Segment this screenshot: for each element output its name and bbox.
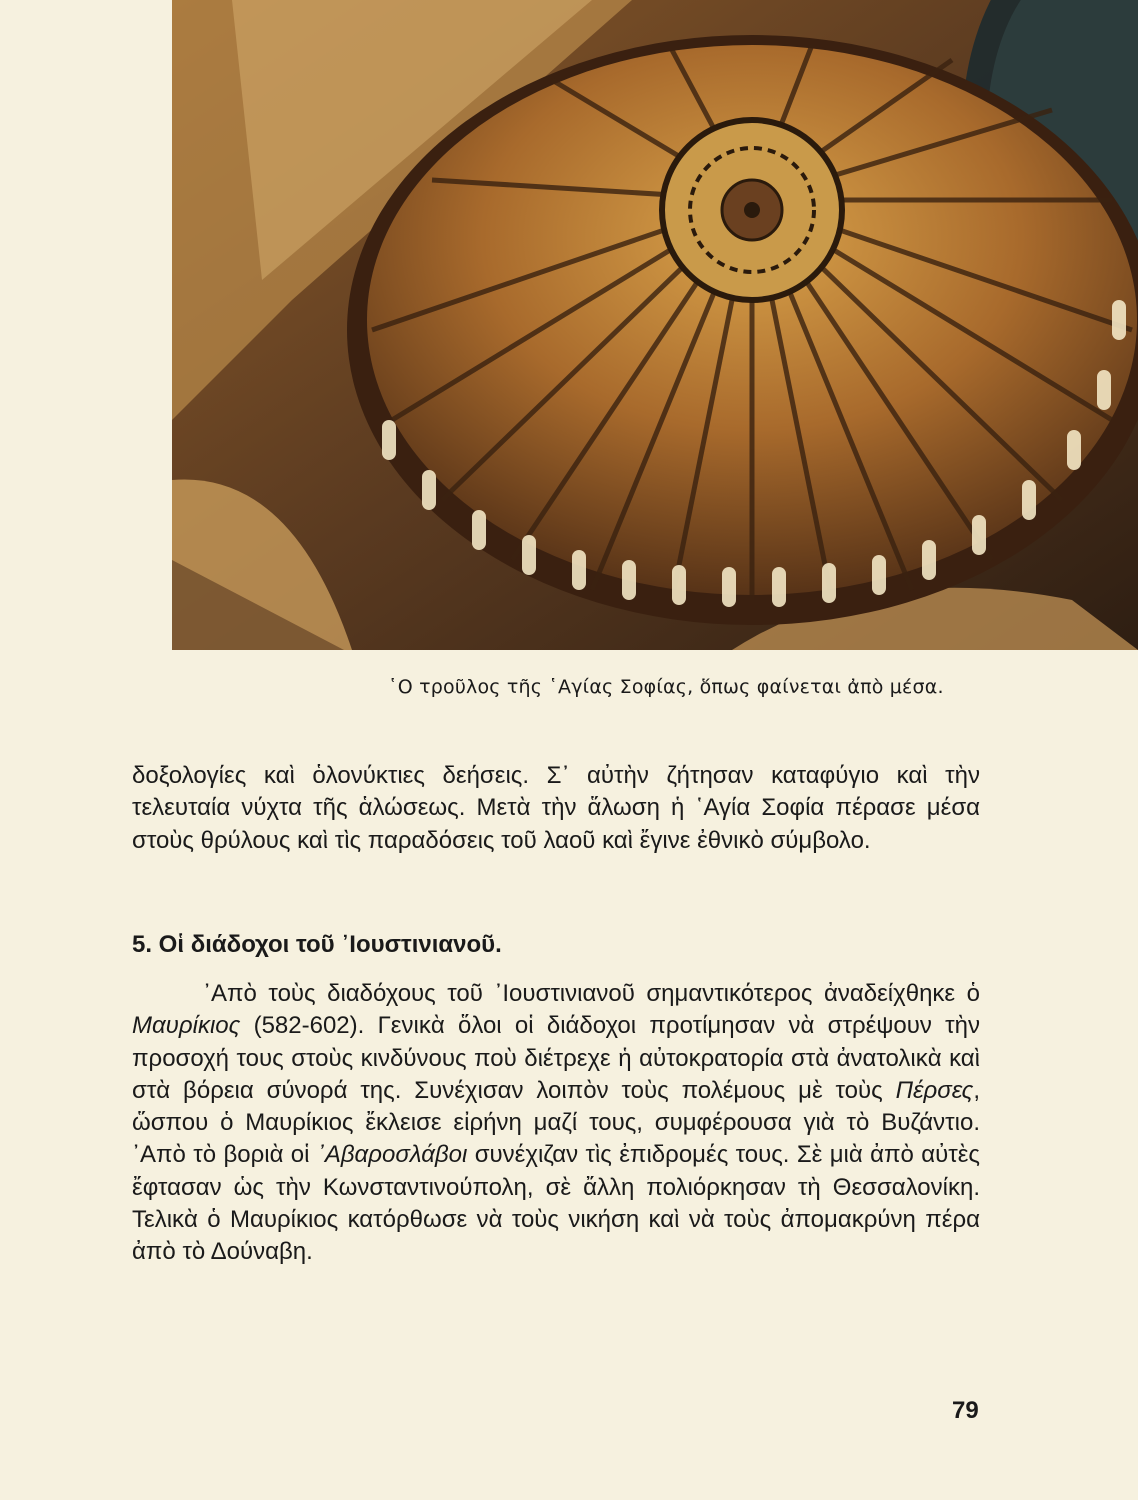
section-paragraph (132, 978, 980, 1269)
name-perses: Πέρσες (895, 1076, 974, 1104)
dome-illustration (172, 0, 1138, 650)
section-heading: 5. Οἱ διάδοχοι τοῦ ᾿Ιουστινιανοῦ. (132, 931, 502, 958)
intro-paragraph: δοξολογίες καὶ ὁλονύκτιες δεήσεις. Σ᾿ αὐτὴν ζήτησαν καταφύγιο καὶ τὴν τελευταία νύχτα τῆς ἁλώσεως. Μετὰ τὴν ἅλωση ἡ ῾Αγία Σοφία πέρασε μέσα στοὺς θρύλους καὶ τὶς παραδόσεις τοῦ λαοῦ καὶ ἔγινε ἐθνικὸ σύμβολο. (132, 762, 980, 854)
name-mavrikios: Μαυρίκιος (132, 1012, 241, 1040)
section-text-4: συνέχιζαν τὶς ἐπιδρομές τους. Σὲ μιὰ ἀπὸ αὐτὲς ἔφτασαν ὡς τὴν Κωνσταντινούπολη, σὲ ἄλλη πολιόρκησαν τὴ Θεσσαλονίκη. Τελικὰ ὁ Μαυρίκιος κατόρθωσε νὰ τοὺς νικήση καὶ νὰ τοὺς ἀπομακρύνη πέρα ἀπὸ τὸ Δούναβη. (132, 1141, 980, 1266)
name-avaroslavoi: ᾿Αβαροσλάβοι (316, 1141, 468, 1169)
section-text-3: , ὥσπου ὁ Μαυρίκιος ἔκλεισε εἰρήνη μαζί τους, συμφέρουσα γιὰ τὸ Βυζάντιο. ᾿Απὸ τὸ βοριὰ οἱ (132, 1076, 980, 1169)
section-text-1: ᾿Απὸ τοὺς διαδόχους τοῦ ᾿Ιουστινιανοῦ σημαντικότερος ἀναδείχθηκε ὁ (203, 980, 980, 1007)
photo-caption: ῾Ο τροῦλος τῆς ῾Αγίας Σοφίας, ὅπως φαίνεται ἀπὸ μέσα. (388, 676, 944, 698)
section-text-2: (582-602). Γενικὰ ὅλοι οἱ διάδοχοι προτίμησαν νὰ στρέψουν τὴν προσοχή τους στοὺς κινδύνους ποὺ διέτρεχε ἡ αὐτοκρατορία στὰ ἀνατολικὰ καὶ στὰ βόρεια σύνορά της. Συνέχισαν λοιπὸν τοὺς πολέμους μὲ τοὺς (132, 1012, 980, 1104)
hagia-sophia-dome-photo (172, 0, 1138, 650)
page-number: 79 (952, 1397, 979, 1424)
